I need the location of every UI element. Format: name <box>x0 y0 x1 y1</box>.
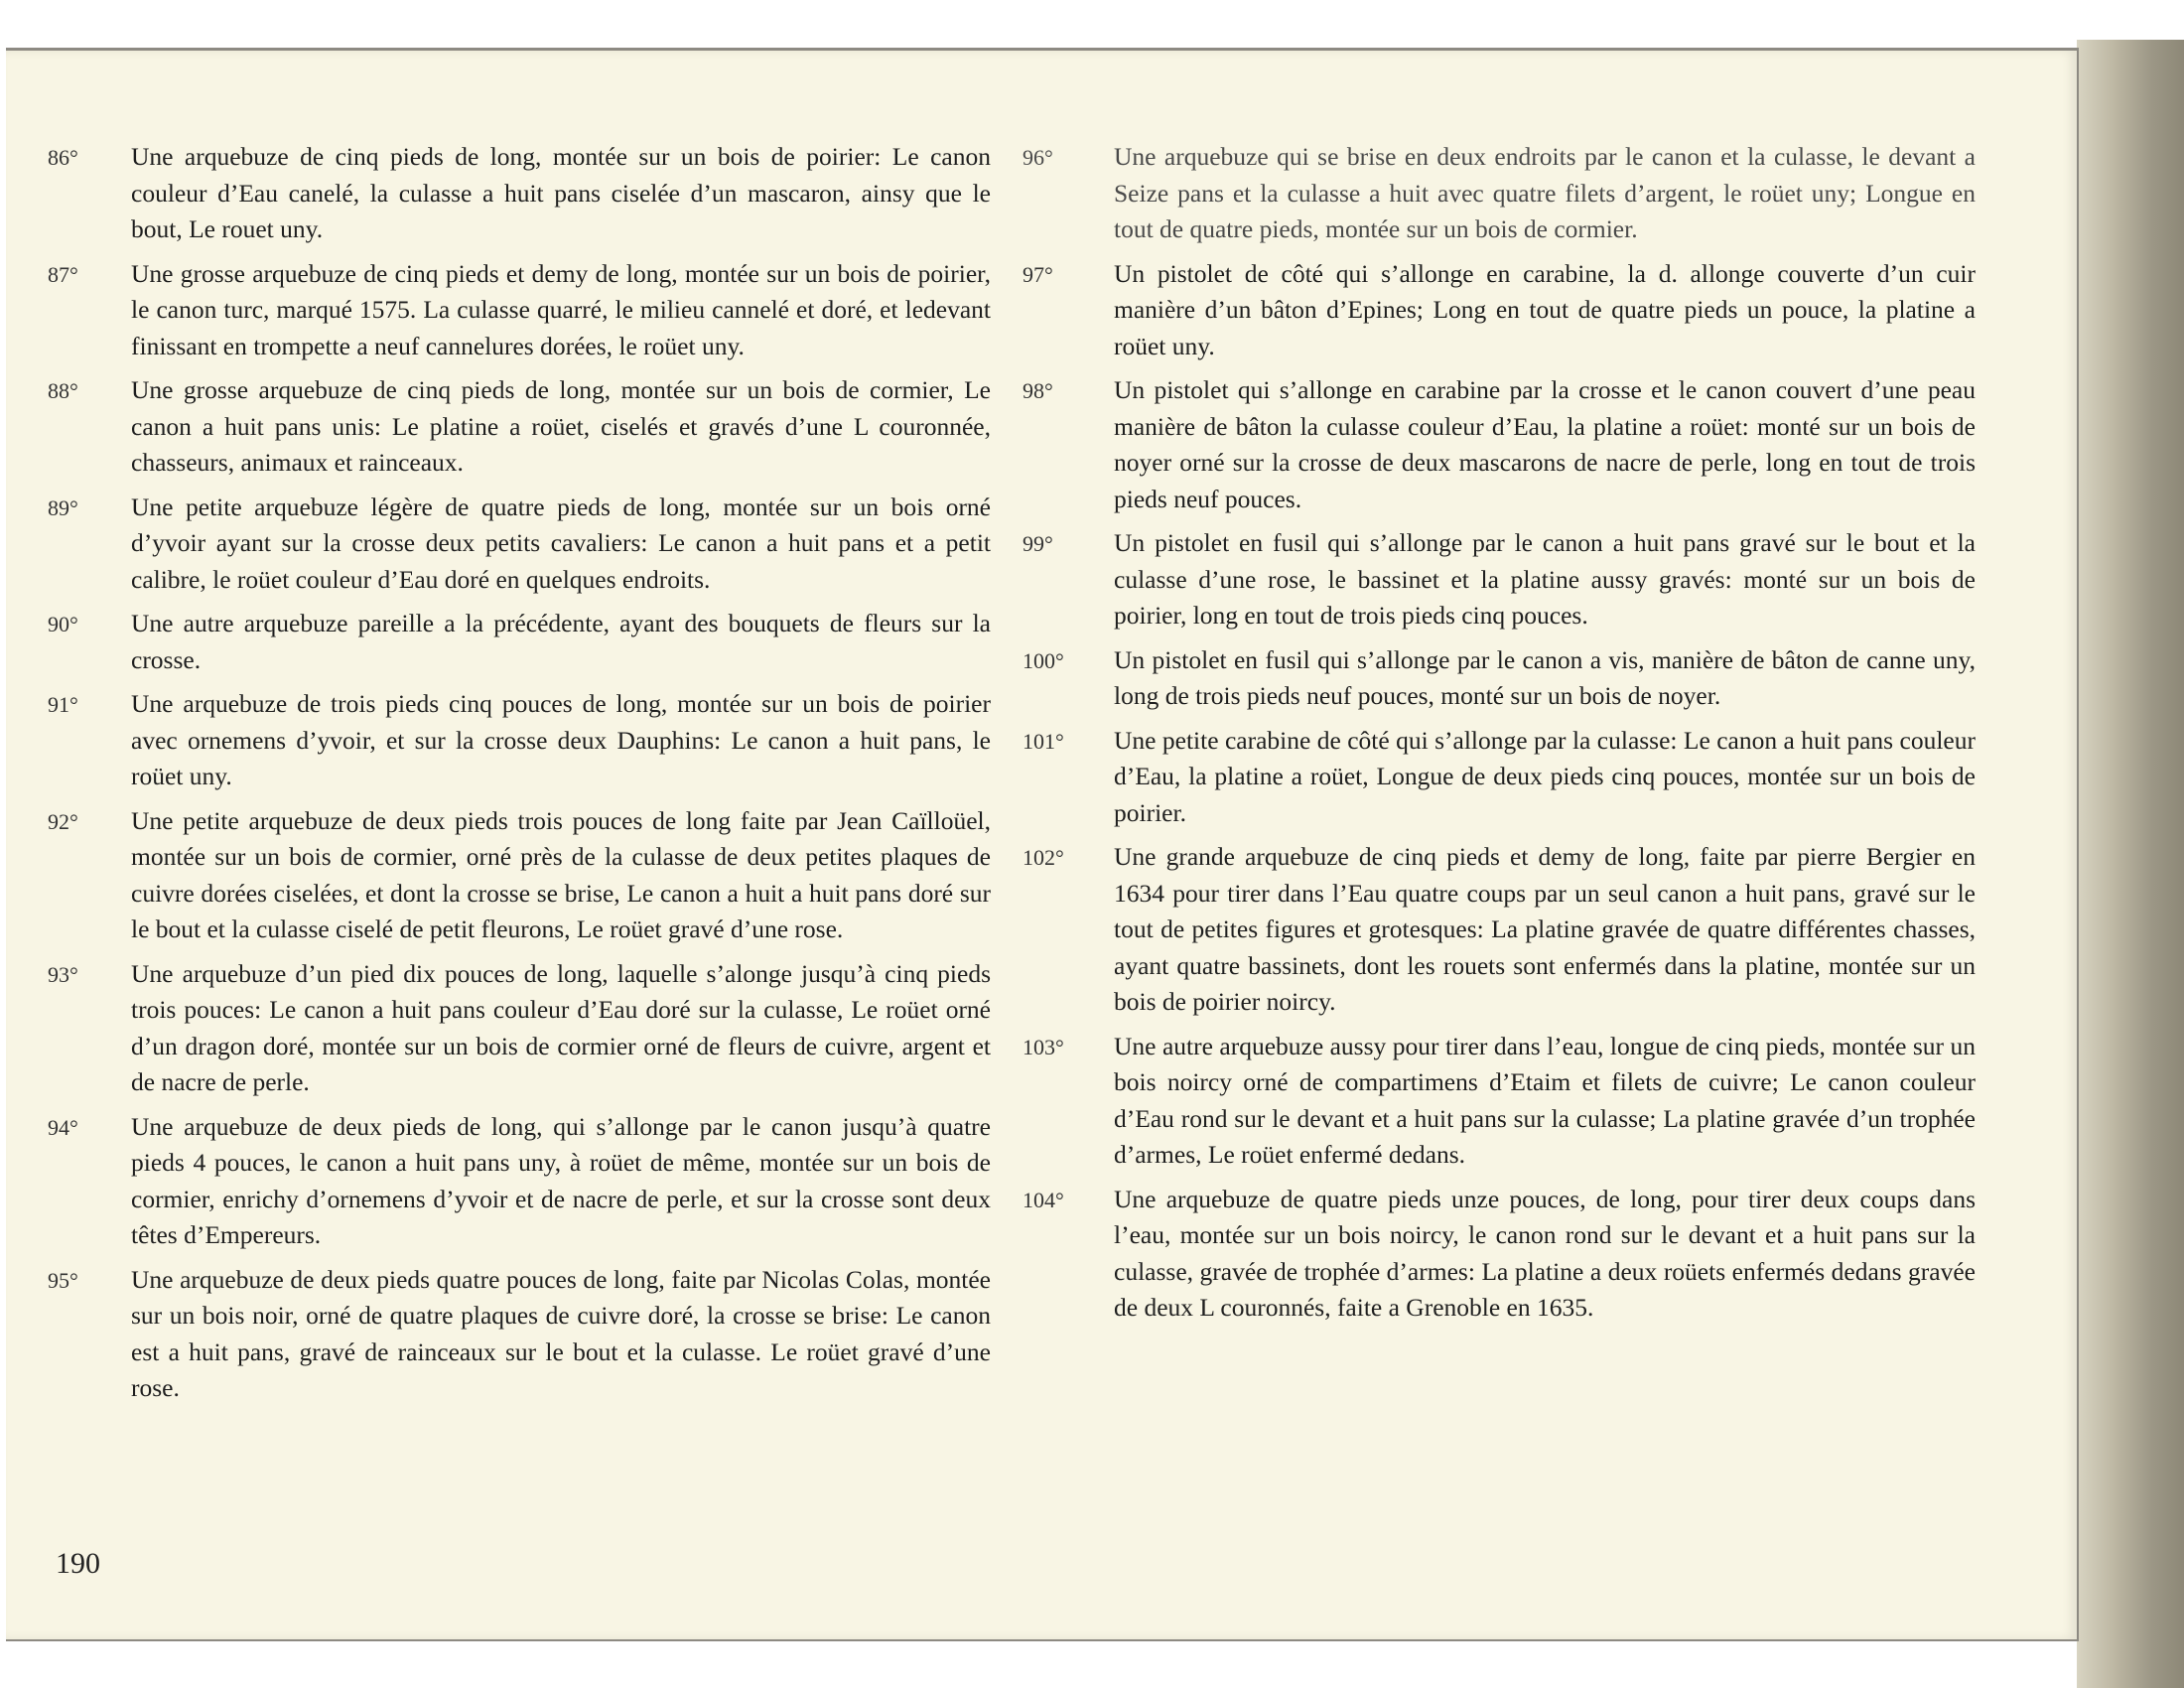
entry-text: Un pistolet qui s’allonge en carabine par la crosse et le canon couvert d’une peau manière de bâton la culasse couleur d’Eau, la platine a roüet: monté sur un bois de noyer orné sur la crosse de deux mascarons de nacre de perle, long en tout de trois pieds neuf pouces. <box>1114 375 1976 513</box>
inventory-entry-104 <box>1023 1182 1976 1327</box>
inventory-entry-93 <box>48 956 991 1101</box>
entry-number: 100° <box>1023 647 1064 673</box>
entry-text: Une petite carabine de côté qui s’allonge par la culasse: Le canon a huit pans couleur d’Eau, la platine a roüet, Longue de deux pieds cinq pouces, montée sur un bois de poirier. <box>1114 725 1976 827</box>
entry-number: 99° <box>1023 531 1053 556</box>
entry-number: 101° <box>1023 728 1064 754</box>
inventory-entry-87 <box>48 256 991 365</box>
entry-text: Une petite arquebuze légère de quatre pieds de long, montée sur un bois orné d’yvoir ayant sur la crosse deux petits cavaliers: Le canon a huit pans et a petit calibre, le roüet couleur d’Eau doré en quelques endroits. <box>131 492 991 594</box>
inventory-entry-98 <box>1023 372 1976 517</box>
inventory-entry-94 <box>48 1109 991 1254</box>
entry-number: 104° <box>1023 1187 1064 1212</box>
entry-text: Une grosse arquebuze de cinq pieds et demy de long, montée sur un bois de poirier, le canon turc, marqué 1575. La culasse quarré, le milieu cannelé et doré, et ledevant finissant en trompette a neuf cannelures dorées, le roüet uny. <box>131 258 991 360</box>
inventory-entry-103 <box>1023 1029 1976 1174</box>
entry-text: Une arquebuze d’un pied dix pouces de long, laquelle s’alonge jusqu’à cinq pieds trois pouces: Le canon a huit pans couleur d’Eau doré sur la culasse, Le roüet orné d’un dragon doré, montée sur un bois de cormier orné de fleurs de cuivre, argent et de nacre de perle. <box>131 958 991 1096</box>
inventory-entry-95 <box>48 1262 991 1407</box>
entry-number: 86° <box>48 145 78 170</box>
entry-number: 103° <box>1023 1034 1064 1059</box>
entry-text: Une autre arquebuze aussy pour tirer dans l’eau, longue de cinq pieds, montée sur un bois noircy orné de compartimens d’Etaim et filets de cuivre; Le canon couleur d’Eau rond sur le devant et a huit pans sur la culasse; La platine gravée d’un trophée d’armes, Le roüet enfermé dedans. <box>1114 1031 1976 1169</box>
entry-text: Une petite arquebuze de deux pieds trois pouces de long faite par Jean Caïlloüel, montée sur un bois de cormier, orné près de la culasse de deux petites plaques de cuivre dorées ciselées, et dont la crosse se brise, Le canon a huit a huit pans doré sur le bout et la culasse ciselé de petit fleurons, Le roüet gravé d’une rose. <box>131 805 991 943</box>
entry-text: Une arquebuze qui se brise en deux endroits par le canon et la culasse, le devant a Seize pans et la culasse a huit avec quatre filets d’argent, le roüet uny; Longue en tout de quatre pieds, montée sur un bois de cormier. <box>1114 142 1976 243</box>
entry-number: 102° <box>1023 845 1064 870</box>
inventory-entry-88 <box>48 372 991 482</box>
entry-text: Une arquebuze de cinq pieds de long, montée sur un bois de poirier: Le canon couleur d’Eau canelé, la culasse a huit pans ciselée d’un mascaron, ainsy que le bout, Le rouet uny. <box>131 142 991 243</box>
entry-text: Un pistolet en fusil qui s’allonge par le canon a vis, manière de bâton de canne uny, long de trois pieds neuf pouces, monté sur un bois de noyer. <box>1114 644 1976 710</box>
entry-number: 91° <box>48 692 78 717</box>
entry-number: 94° <box>48 1114 78 1140</box>
inventory-entry-89 <box>48 490 991 599</box>
entry-number: 96° <box>1023 145 1053 170</box>
entry-number: 88° <box>48 378 78 403</box>
inventory-entry-92 <box>48 803 991 948</box>
entry-text: Un pistolet en fusil qui s’allonge par le canon a huit pans gravé sur le bout et la culasse d’une rose, le bassinet et la platine aussy gravés: monté sur un bois de poirier, long en tout de trois pieds cinq pouces. <box>1114 528 1976 630</box>
inventory-entry-99 <box>1023 525 1976 634</box>
entry-text: Un pistolet de côté qui s’allonge en carabine, la d. allonge couverte d’un cuir manière d’un bâton d’Epines; Long en tout de quatre pieds un pouce, la platine a roüet uny. <box>1114 258 1976 360</box>
inventory-entry-96 <box>1023 139 1976 248</box>
entry-number: 89° <box>48 494 78 520</box>
entry-text: Une grande arquebuze de cinq pieds et demy de long, faite par pierre Bergier en 1634 pour tirer dans l’Eau quatre coups par un seul canon a huit pans, gravé sur le tout de petites figures et grotesques: La platine gravée de quatre différentes chasses, ayant quatre bassinets, dont les rouets sont enfermés dans la platine, montée sur un bois de poirier noircy. <box>1114 842 1976 1016</box>
left-column <box>48 139 991 1415</box>
entry-number: 97° <box>1023 261 1053 287</box>
inventory-entry-102 <box>1023 839 1976 1021</box>
entry-text: Une arquebuze de quatre pieds unze pouces, de long, pour tirer deux coups dans l’eau, montée sur un bois noircy, le canon rond sur le devant et a huit pans sur la culasse, gravée de trophée d’armes: La platine a deux roüets enfermés dedans gravée de deux L couronnés, faite a Grenoble en 1635. <box>1114 1184 1976 1322</box>
inventory-entry-86 <box>48 139 991 248</box>
inventory-entry-91 <box>48 686 991 795</box>
entry-number: 92° <box>48 808 78 834</box>
inventory-entry-90 <box>48 606 991 678</box>
entry-number: 87° <box>48 261 78 287</box>
entry-number: 93° <box>48 961 78 987</box>
entry-text: Une grosse arquebuze de cinq pieds de long, montée sur un bois de cormier, Le canon a huit pans unis: Le platine a roüet, ciselés et gravés d’une L couronnée, chasseurs, animaux et rainceaux. <box>131 375 991 477</box>
inventory-entry-97 <box>1023 256 1976 365</box>
entry-text: Une arquebuze de deux pieds quatre pouces de long, faite par Nicolas Colas, montée sur un bois noir, orné de quatre plaques de cuivre doré, la crosse se brise: Le canon est a huit pans, gravé de rainceaux sur le bout et la culasse. Le roüet gravé d’une rose. <box>131 1264 991 1402</box>
page-edge-shadow <box>2077 40 2184 1688</box>
entry-text: Une arquebuze de trois pieds cinq pouces de long, montée sur un bois de poirier avec ornemens d’yvoir, et sur la crosse deux Dauphins: Le canon a huit pans, le roüet uny. <box>131 689 991 790</box>
page-number: 190 <box>56 1547 100 1580</box>
entry-number: 90° <box>48 612 78 636</box>
entry-number: 95° <box>48 1267 78 1293</box>
right-column <box>1023 139 1976 1335</box>
inventory-entry-100 <box>1023 642 1976 715</box>
inventory-entry-101 <box>1023 723 1976 832</box>
entry-text: Une autre arquebuze pareille a la précédente, ayant des bouquets de fleurs sur la crosse. <box>131 609 991 674</box>
entry-text: Une arquebuze de deux pieds de long, qui s’allonge par le canon jusqu’à quatre pieds 4 pouces, le canon a huit pans uny, à roüet de même, montée sur un bois de cormier, enrichy d’ornemens d’yvoir et de nacre de perle, et sur la crosse sont deux têtes d’Empereurs. <box>131 1111 991 1249</box>
entry-number: 98° <box>1023 378 1053 403</box>
